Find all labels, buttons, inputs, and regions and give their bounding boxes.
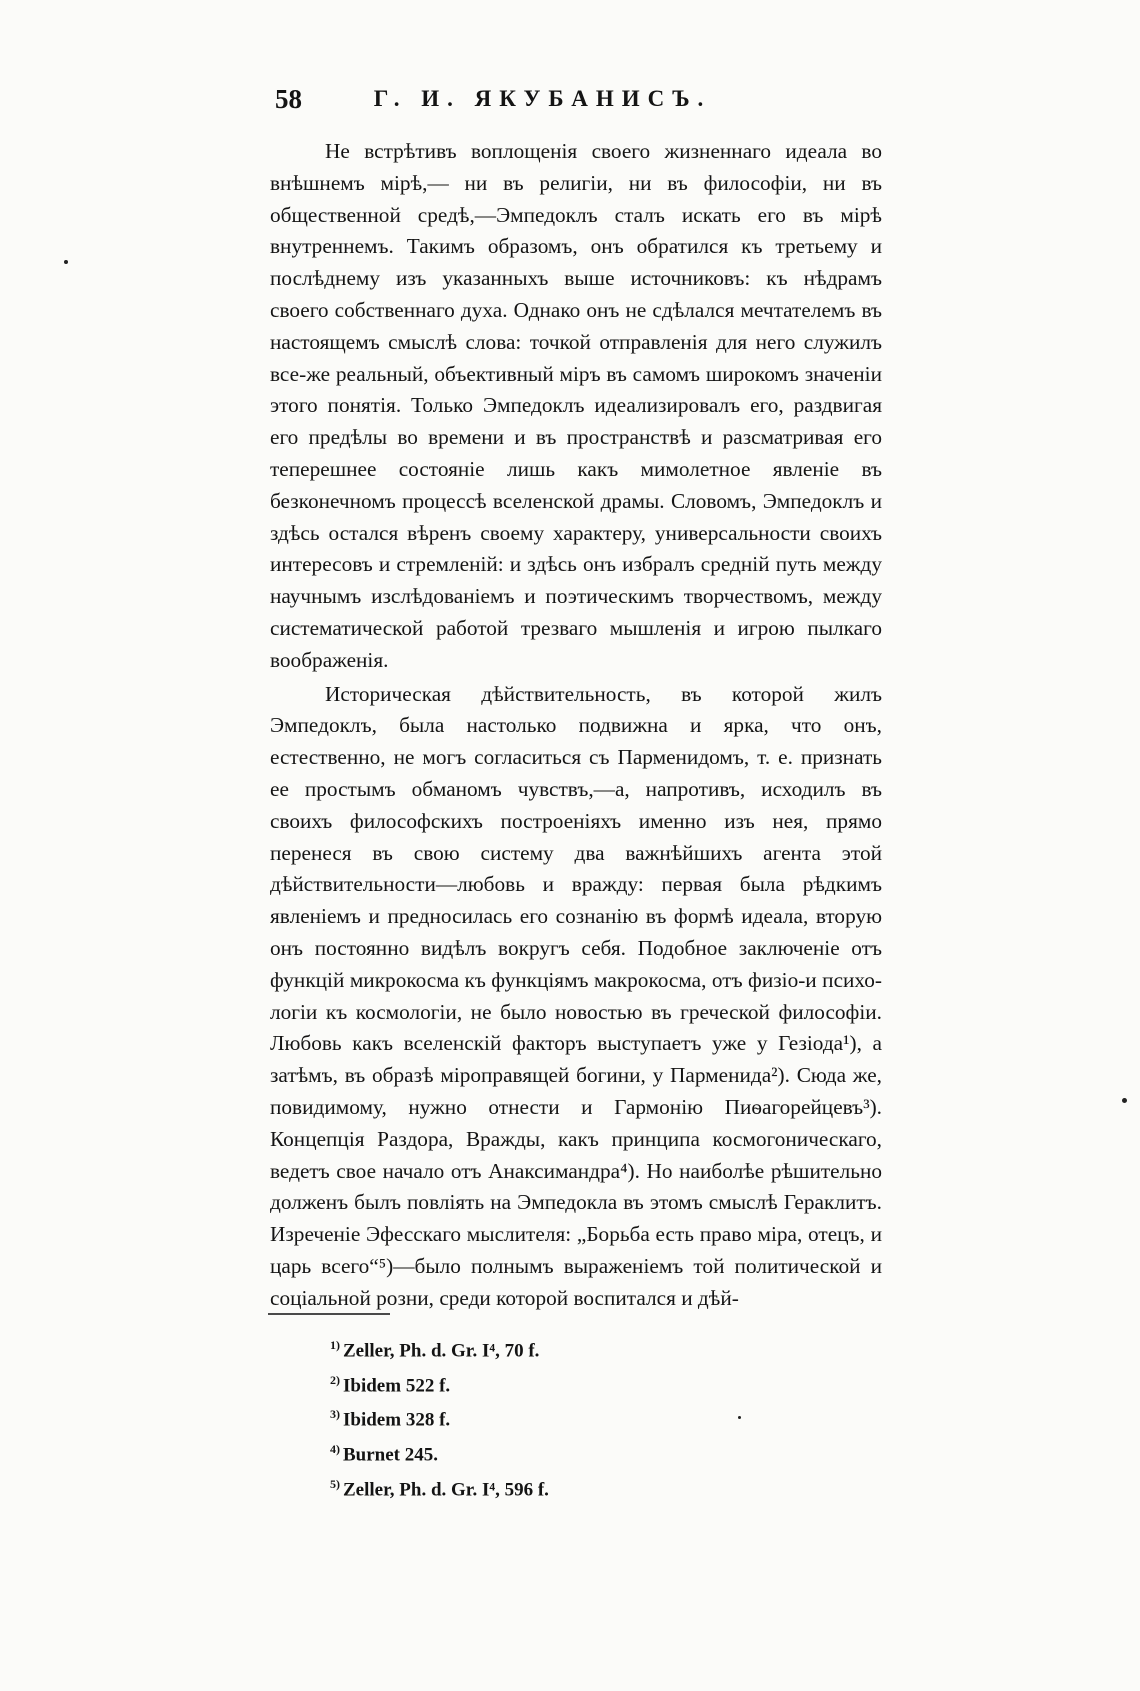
- footnote-text: Ibidem 328 f.: [343, 1409, 451, 1431]
- footnote-text: Burnet 245.: [343, 1444, 438, 1466]
- footnote-mark: 4): [330, 1442, 340, 1457]
- scan-speck: [64, 260, 68, 264]
- running-head: Г. И. ЯКУБАНИСЪ.: [373, 86, 712, 111]
- footnote-5: [330, 1470, 830, 1505]
- footnote-mark: 1): [330, 1338, 340, 1352]
- footnote-text: Zeller, Ph. d. Gr. I⁴, 596 f.: [343, 1479, 549, 1501]
- scan-speck: [738, 1416, 741, 1419]
- footnote-4: [330, 1435, 830, 1470]
- footnotes: [330, 1331, 830, 1505]
- footnote-divider: [268, 1313, 390, 1315]
- footnote-text: Ibidem 522 f.: [343, 1375, 451, 1397]
- footnote-mark: 5): [330, 1476, 340, 1491]
- scan-speck: [1122, 1098, 1127, 1103]
- footnote-mark: 3): [330, 1407, 340, 1422]
- paragraph-1: Не встрѣтивъ воплощенія своего жизненнаго идеала во внѣшнемъ мірѣ,— ни въ религіи, ни въ философіи, ни въ общественной средѣ,—Эмпедоклъ сталъ искать его въ мірѣ внутреннемъ. Такимъ образомъ, онъ обратился къ третьему и послѣднему изъ указанныхъ выше источниковъ: къ нѣдрамъ своего собственнаго духа. Однако онъ не сдѣлался мечтателемъ въ настоящемъ смыслѣ слова: точкой отправленія для него служилъ все-же реальный, объективный міръ въ самомъ широкомъ значеніи этого понятія. Только Эмпедоклъ идеализировалъ его, раздвигая его предѣлы во времени и въ пространствѣ и разсматривая его теперешнее состояніе лишь какъ мимолетное явленіе въ безконечномъ процессѣ вселенской драмы. Словомъ, Эмпедоклъ и здѣсь остался вѣренъ своему характеру, универсальности своихъ интересовъ и стремленій: и здѣсь онъ избралъ средній путь между научнымъ изслѣдованіемъ и поэтическимъ творчествомъ, между систематической работой трезваго мышленія и игрою пылкаго воображенія.: [270, 139, 882, 672]
- body-text: [270, 136, 882, 1314]
- footnote-1: [330, 1331, 830, 1366]
- footnote-3: [330, 1400, 830, 1435]
- footnote-mark: 2): [330, 1372, 340, 1387]
- footnote-text: Zeller, Ph. d. Gr. I⁴, 70 f.: [343, 1340, 540, 1362]
- footnote-2: [330, 1366, 830, 1401]
- page-number: 58: [275, 84, 302, 114]
- paragraph-2: Историческая дѣйствительность, въ которой жилъ Эмпедоклъ, была настолько подвижна и ярка, что онъ, естественно, не могъ согласиться съ Парменидомъ, т. е. признать ее простымъ обманомъ чувствъ,—а, напротивъ, исходилъ въ своихъ философскихъ построеніяхъ именно изъ нея, прямо перенеся въ свою систему два важнѣйшихъ агента этой дѣйствительности—любовь и вражду: первая была рѣдкимъ явленіемъ и предносилась его сознанію въ формѣ идеала, вторую онъ постоянно видѣлъ вокругъ себя. Подобное заключеніе отъ функцій микрокосма къ функціямъ макрокосма, отъ физіо-и психо-логіи къ космологіи, не было новостью въ греческой философіи. Любовь какъ вселенскій факторъ выступаетъ уже у Гезіода¹), а затѣмъ, въ образѣ міроправящей богини, у Парменида²). Сюда же, повидимому, нужно отнести и Гармонію Пиѳагорейцевъ³). Концепція Раздора, Вражды, какъ принципа космогоническаго, ведетъ свое начало отъ Анаксимандра⁴). Но наиболѣе рѣшительно долженъ былъ повліять на Эмпедокла въ этомъ смыслѣ Гераклитъ. Изреченіе Эфесскаго мыслителя: „Борьба есть право міра, отецъ, и царь всего“⁵)—было полнымъ выраженіемъ той политической и соціальной розни, среди которой воспитался и дѣй-: [270, 681, 882, 1310]
- page-header: [275, 84, 810, 120]
